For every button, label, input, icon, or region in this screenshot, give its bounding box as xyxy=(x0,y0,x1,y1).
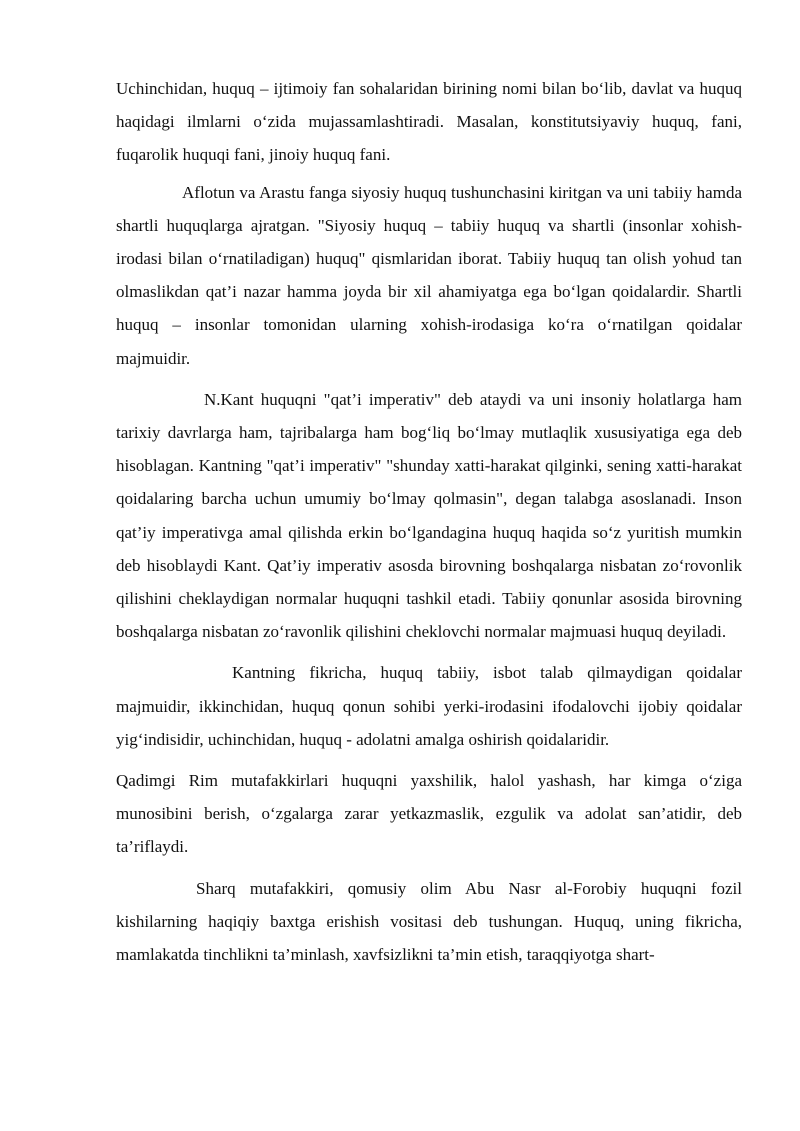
document-page xyxy=(116,72,742,971)
paragraph-aflotun-arastu: Aflotun va Arastu fanga siyosiy huquq tushunchasini kiritgan va uni tabiiy hamda shartli huquqlarga ajratgan. "Siyosiy huquq – tabiiy huquq va shartli (insonlar xohish-irodasi bilan o‘rnatiladigan) huquq" qismlaridan iborat. Tabiiy huquq tan olish yohud tan olmaslikdan qat’i nazar hamma joyda bir xil ahamiyatga ega bo‘lgan qoidalardir. Shartli huquq – insonlar tomonidan ularning xohish-irodasiga ko‘ra o‘rnatilgan qoidalar majmuidir. xyxy=(116,182,742,368)
paragraph-forobiy: Sharq mutafakkiri, qomusiy olim Abu Nasr al-Forobiy huquqni fozil kishilarning haqiqiy baxtga erishish vositasi deb tushungan. Huquq, uning fikricha, mamlakatda tinchlikni ta’minlash, xavfsizlikni ta’min etish, taraqqiyotga shart- xyxy=(116,878,742,965)
paragraph-kant-opinion: Kantning fikricha, huquq tabiiy, isbot talab qilmaydigan qoidalar majmuidir, ikkinchidan, huquq qonun sohibi yerki-irodasini ifodalovchi ijobiy qoidalar yig‘indisidir, uchinchidan, huquq - adolatni amalga oshirish qoidalaridir. xyxy=(116,663,742,749)
paragraph-definition-third: Uchinchidan, huquq – ijtimoiy fan sohalaridan birining nomi bilan bo‘lib, davlat va huquq haqidagi ilmlarni o‘zida mujassamlashtiradi. Masalan, konstitutsiyaviy huquq, fani, fuqarolik huquqi fani, jinoiy huquq fani. xyxy=(116,79,742,165)
paragraph-ancient-rome: Qadimgi Rim mutafakkirlari huquqni yaxshilik, halol yashash, har kimga o‘ziga munosibini berish, o‘zgalarga zarar yetkazmaslik, ezgulik va adolat san’atidir, deb ta’riflaydi. xyxy=(116,771,742,857)
paragraph-kant-imperative: N.Kant huquqni "qat’i imperativ" deb ataydi va uni insoniy holatlarga ham tarixiy davrlarga ham, tajribalarga ham bog‘liq bo‘lmay mutlaqlik xususiyatiga ega deb hisoblagan. Kantning "qat’i imperativ" "shunday xatti-harakat qilginki, sening xatti-harakat qoidalaring barcha uchun umumiy bo‘lmay qolmasin", degan talabga asoslanadi. Inson qat’iy imperativga amal qilishda erkin bo‘lgandagina huquq haqida so‘z yuritish mumkin deb hisoblaydi Kant. Qat’iy imperativ asosda birovning boshqalarga nisbatan zo‘rovonlik qilishini cheklaydigan normalar huquqni tashkil etadi. Tabiiy qonunlar asosida birovning boshqalarga nisbatan zo‘ravonlik qilishini cheklovchi normalar majmuasi huquq deyiladi. xyxy=(116,389,742,642)
